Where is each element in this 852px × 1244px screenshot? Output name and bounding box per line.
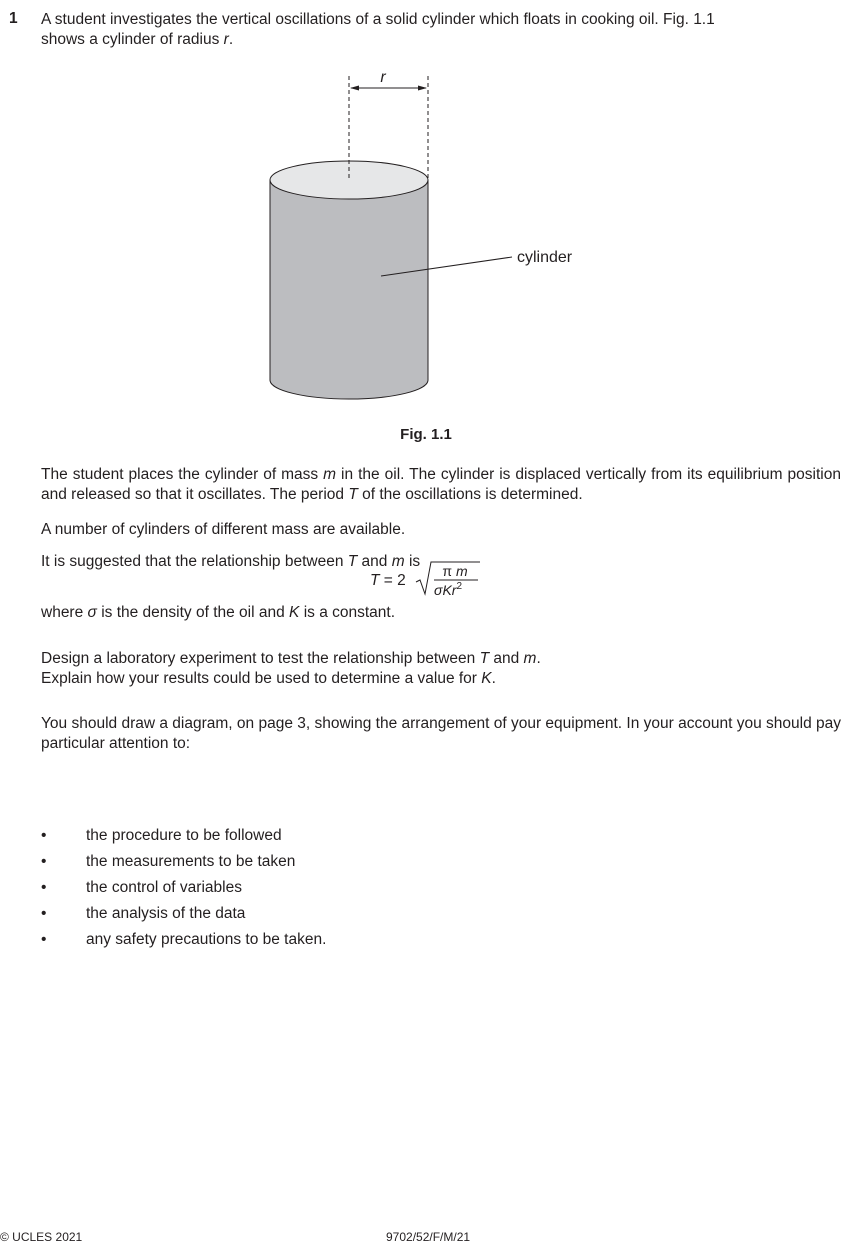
radius-arrowhead-left [350,86,359,91]
paragraph-instructions: You should draw a diagram, on page 3, showing the arrangement of your equipment. In your account you should pay particular attention to: [41,715,841,752]
question-number: 1 [9,10,18,27]
bullet-dot: • [41,905,47,922]
list-item [41,930,326,956]
formula-equals: = 2 [379,572,406,589]
paragraph-setup [41,465,841,505]
p4-text-b: is the density of the oil and [96,604,290,621]
p1-var-T: T [348,486,358,503]
p4-text-a: where [41,604,88,621]
paragraph-available: A number of cylinders of different mass are available. [41,521,406,538]
formula-r: r [451,582,457,598]
bullet-dot: • [41,879,47,896]
p4-var-K: K [289,604,300,621]
list-item-text: the control of variables [86,879,242,896]
cylinder-label: cylinder [517,249,573,266]
p3-text-a: It is suggested that the relationship between [41,553,348,570]
radius-label: r [380,69,386,86]
list-item-text: the measurements to be taken [86,853,296,870]
figure-caption: Fig. 1.1 [400,426,452,443]
paragraph-task [41,649,841,689]
formula-pi: π [442,563,453,579]
formula-sigma: σ [434,582,443,598]
footer-paper-code: 9702/52/F/M/21 [386,1230,471,1244]
list-item [41,826,326,852]
p5-text-b: and [489,650,524,667]
p1-text-c: of the oscillations is determined. [357,486,583,503]
formula-period [0,552,852,598]
p3-var-m: m [391,553,405,570]
p3-text-c: is [404,553,421,570]
p3-var-T: T [347,553,358,570]
p6-var-K: K [481,670,492,687]
formula-K: K [442,582,452,598]
p4-text-c: is a constant. [299,604,396,621]
p5-var-T: T [479,650,490,667]
p1-text-b: in the oil. The cylinder is displaced vertically from its equilibrium position and released so that it oscillates. The period [41,466,841,503]
formula-exponent: 2 [456,581,463,592]
footer-copyright: © UCLES 2021 [0,1230,83,1244]
p4-var-sigma: σ [87,604,97,621]
intro-var-r: r [223,31,229,48]
p1-text-a: The student places the cylinder of mass [41,466,324,483]
intro-line-2-post: . [228,31,234,48]
formula-lhs [370,572,406,589]
bullet-dot: • [41,931,47,948]
cylinder-body [270,180,428,399]
list-item-text: the procedure to be followed [86,827,282,844]
p5-var-m: m [523,650,537,667]
formula-denominator [434,581,462,598]
radius-arrowhead-right [418,86,427,91]
intro-line-2-pre: shows a cylinder of radius [41,31,224,48]
attention-list [41,826,326,956]
list-item-text: any safety precautions to be taken. [86,931,327,948]
formula-numerator [442,563,468,579]
list-item-text: the analysis of the data [86,905,246,922]
formula-m: m [455,563,468,579]
p6-text-b: . [491,670,496,687]
figure-cylinder [0,0,852,430]
p1-var-m: m [323,466,337,483]
p5-text-c: . [536,650,541,667]
paragraph-where [41,603,841,623]
p5-text-a: Design a laboratory experiment to test the relationship between [41,650,480,667]
list-item [41,852,326,878]
bullet-dot: • [41,827,47,844]
list-item [41,904,326,930]
formula-T: T [370,572,380,589]
list-item [41,878,326,904]
p6-text-a: Explain how your results could be used to determine a value for [41,670,482,687]
intro-line-1: A student investigates the vertical oscillations of a solid cylinder which floats in cooking oil. Fig. 1.1 [41,11,715,28]
bullet-dot: • [41,853,47,870]
p3-text-b: and [357,553,392,570]
